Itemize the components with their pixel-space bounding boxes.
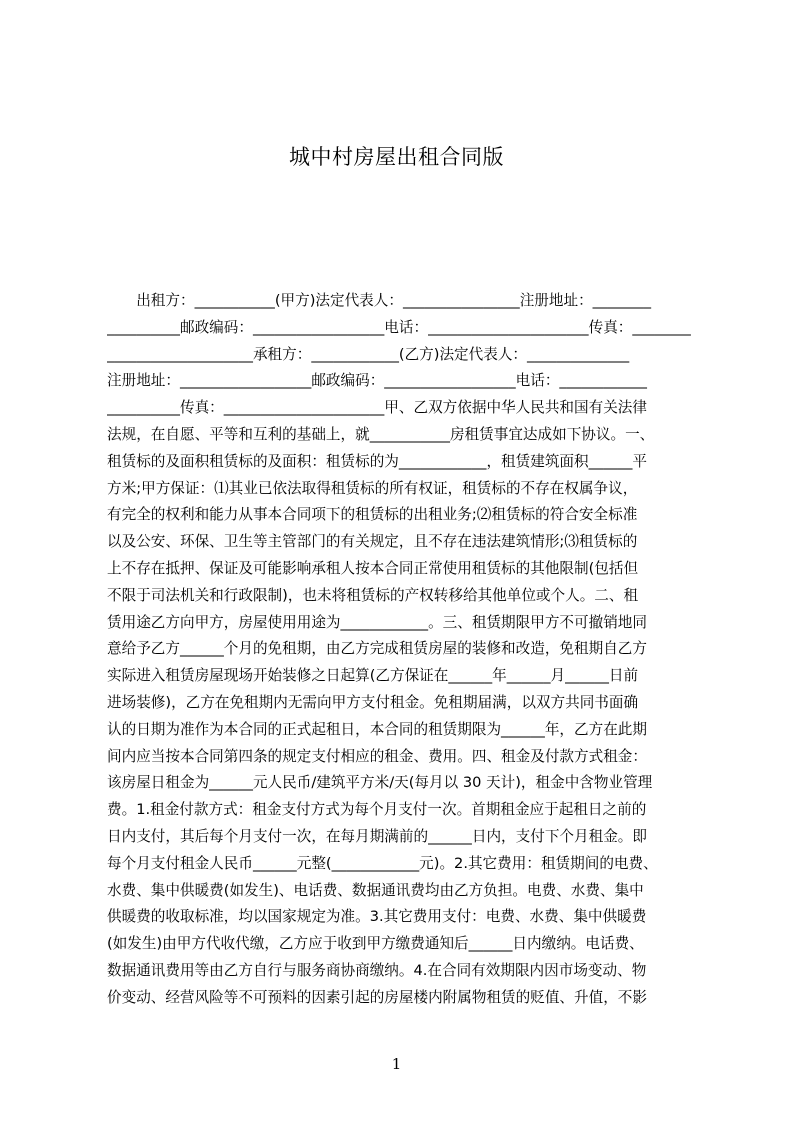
body-line: 间内应当按本合同第四条的规定支付相应的租金、费用。四、租金及付款方式租金： — [107, 747, 647, 765]
document-title: 城中村房屋出租合同版 — [289, 145, 504, 169]
body-line: 有完全的权利和能力从事本合同项下的租赁标的出租业务;⑵租赁标的符合安全标准 — [107, 506, 638, 524]
body-line: 以及公安、环保、卫生等主管部门的有关规定，且不存在违法建筑情形;⑶租赁标的 — [107, 533, 638, 551]
body-line: 不限于司法机关和行政限制)，也未将租赁标的产权转移给其他单位或个人。二、租 — [107, 586, 639, 604]
contract-body — [107, 288, 700, 1012]
page-number: 1 — [391, 1055, 402, 1073]
body-line: 赁用途乙方向甲方，房屋使用用途为____________。三、租赁期限甲方不可撤销地同 — [107, 613, 647, 631]
body-line: 意给予乙方______个月的免租期，由乙方完成租赁房屋的装修和改造，免租期自乙方 — [107, 640, 647, 658]
body-line: 费。1.租金付款方式：租金支付方式为每个月支付一次。首期租金应于起租日之前的 — [107, 801, 647, 819]
body-line: 数据通讯费用等由乙方自行与服务商协商缴纳。4.在合同有效期限内因市场变动、物 — [107, 961, 647, 979]
body-line: 上不存在抵押、保证及可能影响承租人按本合同正常使用租赁标的其他限制(包括但 — [107, 559, 639, 577]
body-line: 租赁标的及面积租赁标的及面积：租赁标的为____________，租赁建筑面积______平 — [107, 452, 647, 470]
body-line: 该房屋日租金为______元人民币/建筑平方米/天(每月以 30 天计)，租金中含物业管理 — [107, 774, 653, 792]
body-line: 实际进入租赁房屋现场开始装修之日起算(乙方保证在______年______月______日前 — [107, 667, 639, 685]
body-line: 注册地址：__________________邮政编码：__________________电话：____________ — [107, 372, 647, 390]
body-line: 出租方：___________(甲方)法定代表人：________________注册地址：________ — [107, 292, 652, 309]
body-line: 每个月支付租金人民币______元整(____________元)。2.其它费用：租赁期间的电费、 — [107, 854, 658, 872]
body-line: 方米;甲方保证：⑴其业已依法取得租赁标的所有权证，租赁标的不存在权属争议， — [107, 479, 638, 497]
body-line: 供暖费的收取标准，均以国家规定为准。3.其它费用支付：电费、水费、集中供暖费 — [107, 908, 647, 926]
body-line: 日内支付，其后每个月支付一次，在每月期满前的______日内，支付下个月租金。即 — [107, 827, 647, 845]
body-line: 进场装修)，乙方在免租期内无需向甲方支付租金。免租期届满，以双方共同书面确 — [107, 693, 639, 711]
body-line: ____________________承租方：____________(乙方)法定代表人：______________ — [107, 345, 630, 363]
body-line: 认的日期为准作为本合同的正式起租日，本合同的租赁期限为______年，乙方在此期 — [107, 720, 647, 738]
body-line: __________传真：______________________甲、乙双方依据中华人民共和国有关法律 — [107, 399, 647, 417]
body-line: __________邮政编码：__________________电话：______________________传真：________ — [107, 318, 691, 336]
body-line: 法规，在自愿、平等和互利的基础上，就___________房租赁事宜达成如下协议。一、 — [107, 425, 655, 443]
body-line: 水费、集中供暖费(如发生)、电话费、数据通讯费均由乙方负担。电费、水费、集中 — [107, 881, 644, 899]
body-line: 价变动、经营风险等不可预料的因素引起的房屋楼内附属物租赁的贬值、升值，不影 — [107, 988, 647, 1006]
body-line: (如发生)由甲方代收代缴，乙方应于收到甲方缴费通知后______日内缴纳。电话费、 — [107, 935, 644, 953]
